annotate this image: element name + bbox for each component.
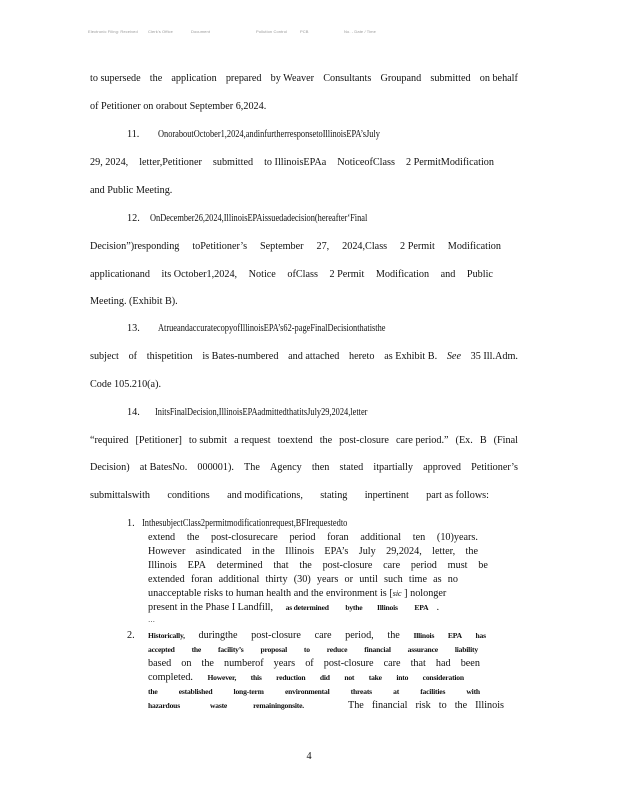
header-field: Pollution Control: [256, 29, 288, 34]
header-field: Clerk's Office: [148, 29, 173, 34]
list-line: the established long-term environmental threats at facilities with: [148, 687, 480, 696]
list-line: Historically, duringthe post-closure care period, the Illinois EPA has: [148, 630, 486, 641]
paragraph-line: InitsFinalDecision,IllinoisEPAadmittedthatitsJuly29,2024,letter: [155, 407, 368, 418]
paragraph-line: of Petitioner on orabout September 6,2024.: [90, 101, 267, 112]
paragraph-line: OnDecember26,2024,IllinoisEPAissuedadecision(hereafter‘Final: [150, 213, 368, 224]
list-line: based on the numberof years of post-closure care that had been: [148, 658, 480, 669]
header-field: Electronic Filing: Received: [88, 29, 138, 34]
list-line: InthesubjectClass2permitmodificationrequest,BFIrequestedto: [142, 518, 348, 529]
paragraph-line: applicationand its October1,2024, Notice ofClass 2 Permit Modification and Public: [90, 269, 493, 280]
header-field: No. - Date / Time: [344, 29, 376, 34]
list-line: extend the post-closurecare period foran additional ten (10)years.: [148, 532, 478, 543]
paragraph-line: AtrueandaccuratecopyofIllinoisEPA’s62-pageFinalDecisionthatisthe: [158, 323, 386, 334]
paragraph-line: Code 105.210(a).: [90, 379, 162, 390]
paragraph-line: 29, 2024, letter,Petitioner submitted to IllinoisEPAa NoticeofClass 2 PermitModification: [90, 157, 494, 168]
list-line: extended foran additional thirty (30) years or until such time as no: [148, 574, 458, 585]
paragraph-line: OnoraboutOctober1,2024,andinfurtherresponsetoIllinoisEPA’sJuly: [158, 129, 380, 140]
paragraph-line: Decision) at BatesNo. 000001). The Agency then stated itpartially approved Petitioner’s: [90, 462, 518, 473]
paragraph-number: 14.: [127, 407, 140, 418]
list-line: unacceptable risks to human health and the environment is [sic ] nolonger: [148, 588, 447, 599]
list-line: accepted the facility’s proposal to reduce financial assurance liability: [148, 645, 478, 654]
list-line: hazardous waste remainingonsite. The financial risk to the Illinois: [148, 700, 505, 711]
paragraph-number: 12.: [127, 213, 140, 224]
paragraph-line: “required [Petitioner] to submit a request toextend the post-closure care period.” (Ex. B (Final: [90, 435, 518, 446]
paragraph-line: submittalswith conditions and modifications, stating inpertinent part as follows:: [90, 490, 489, 501]
ellipsis: …: [148, 616, 155, 624]
list-number: 2.: [127, 630, 135, 641]
list-line: Illinois EPA determined that the post-closure care period must be: [148, 560, 488, 571]
running-header: [88, 29, 528, 39]
paragraph-number: 13.: [127, 323, 140, 334]
paragraph-line: to supersede the application prepared by Weaver Consultants Groupand submitted on behalf: [90, 73, 518, 84]
paragraph-line: subject of thispetition is Bates-numbered and attached hereto as Exhibit B. See 35 Ill.Adm.: [90, 351, 518, 362]
paragraph-line: Decision”)responding toPetitioner’s September 27, 2024,Class 2 Permit Modification: [90, 241, 501, 252]
paragraph-line: and Public Meeting.: [90, 185, 173, 196]
page-number: 4: [306, 751, 312, 762]
list-line: However asindicated in the Illinois EPA’s July 29,2024, letter, the: [148, 546, 478, 557]
list-line: completed. However, this reduction did not take into consideration: [148, 672, 464, 683]
paragraph-number: 11.: [127, 129, 140, 140]
list-line: present in the Phase I Landfill, as determined bythe Illinois EPA .: [148, 602, 439, 613]
header-field: Document: [191, 29, 211, 34]
paragraph-line: Meeting. (Exhibit B).: [90, 296, 178, 307]
header-field: PCB: [300, 29, 309, 34]
list-number: 1.: [127, 518, 135, 529]
